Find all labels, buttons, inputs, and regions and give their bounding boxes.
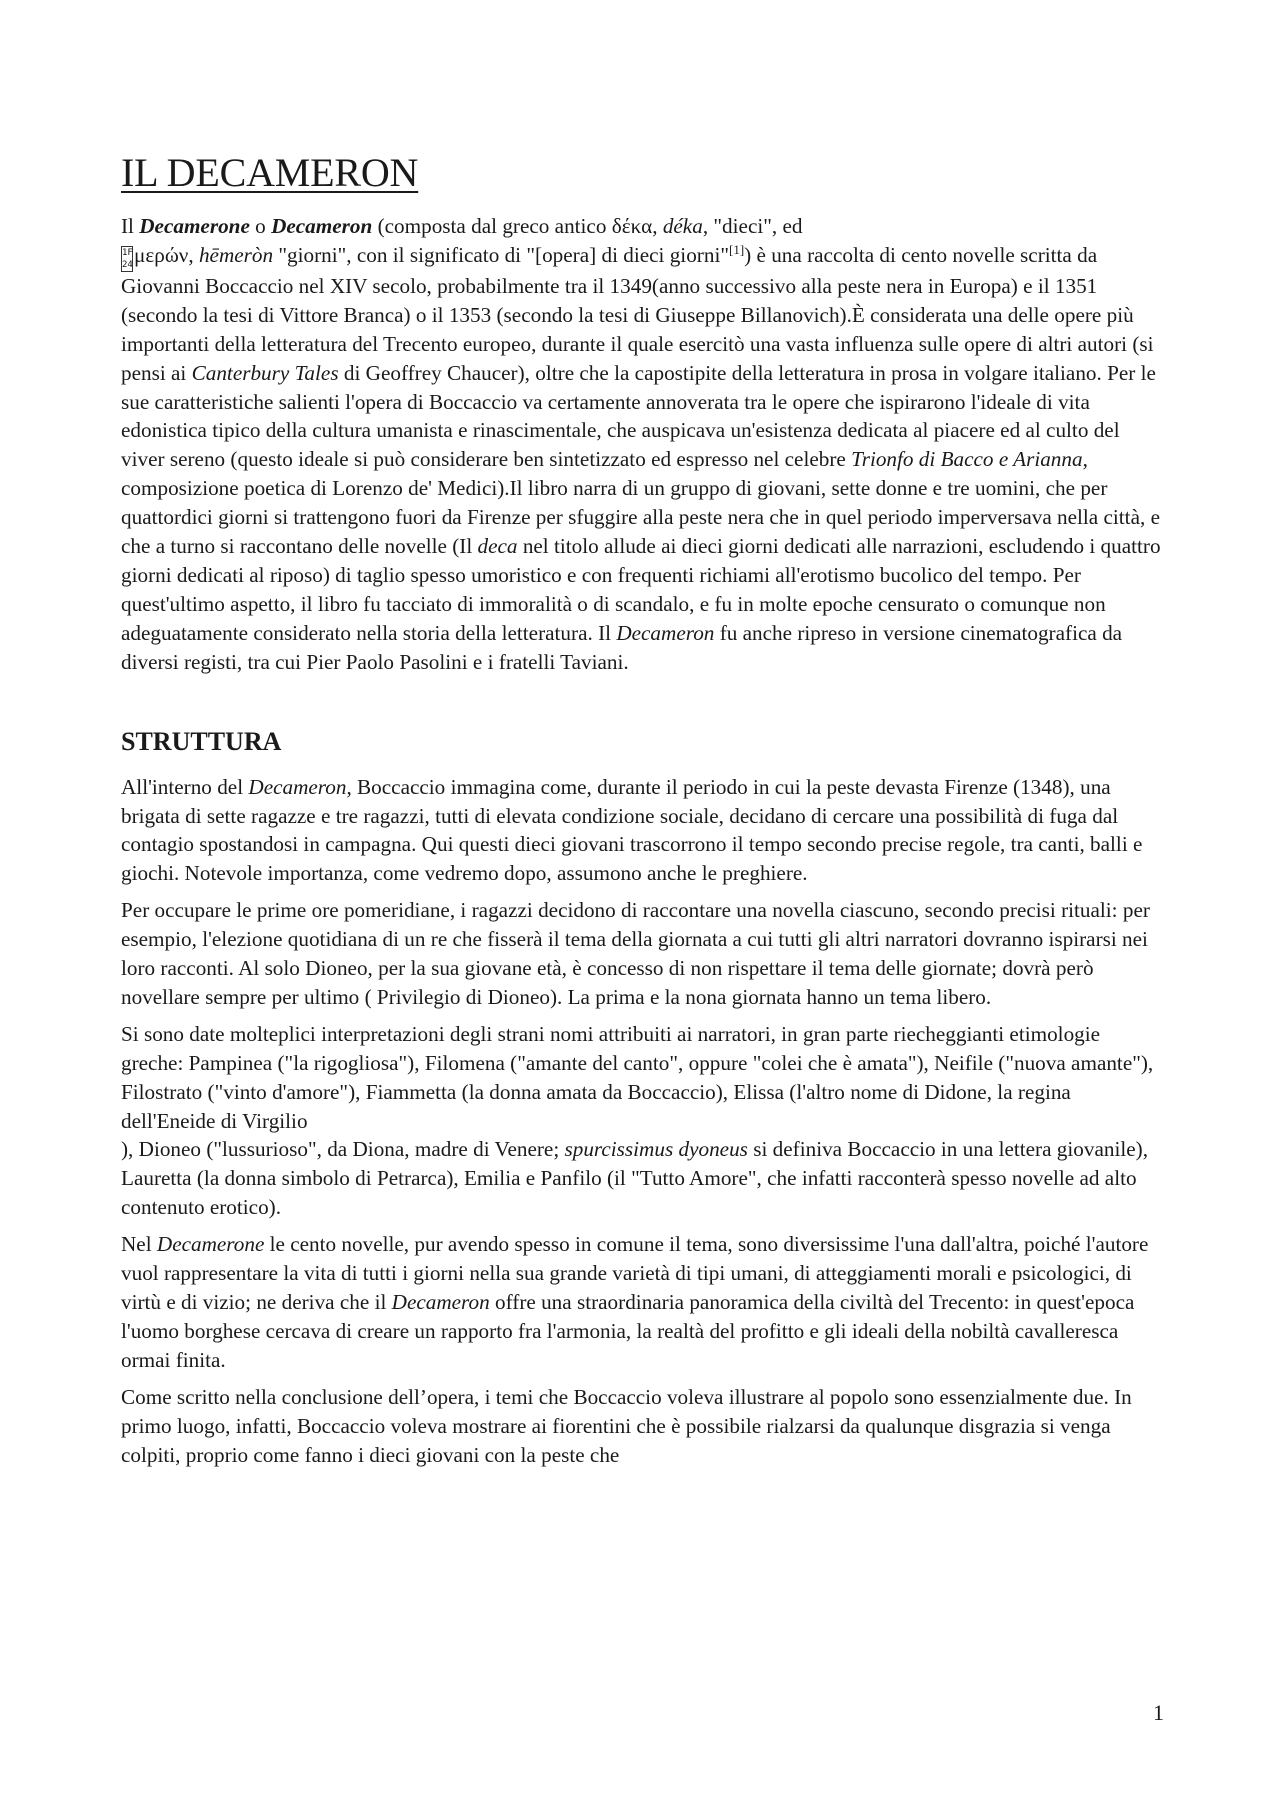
work-title: Decameron bbox=[616, 620, 715, 645]
footnote-reference[interactable]: [1] bbox=[728, 241, 745, 257]
intro-text: nel titolo allude ai dieci giorni dedicati alle narrazioni, escludendo i quattro giorni dedicati al riposo) di taglio spesso umoristico e con frequenti richiami all'erotismo bucolico del tempo. Per quest'ultimo aspetto, il libro fu tacciato di immoralità o di scandalo, e fu in molte epoche censurato o comunque non adeguatamente considerato nella storia della letteratura. Il bbox=[121, 534, 1161, 645]
structure-paragraph-1: All'interno del Decameron, Boccaccio immagina come, durante il periodo in cui la peste devasta Firenze (1348), una brigata di sette ragazze e tre ragazzi, tutti di elevata condizione sociale, decidano di cercare una possibilità di fuga dal contagio spostandosi in campagna. Qui questi dieci giovani trascorrono il tempo secondo precise regole, tra canti, balli e giochi. Notevole importanza, come vedremo dopo, assumono anche le preghiere. bbox=[121, 774, 1143, 886]
missing-glyph-icon: 1F 24 bbox=[122, 247, 133, 270]
work-title: Canterbury Tales bbox=[191, 360, 339, 385]
work-title: Decameron bbox=[248, 774, 347, 799]
intro-text: Il bbox=[121, 214, 140, 238]
intro-text: , bbox=[188, 242, 199, 267]
intro-paragraph bbox=[121, 212, 1161, 677]
intro-text: (composta dal greco antico bbox=[372, 214, 612, 238]
greek-term: δέκα bbox=[611, 214, 653, 238]
intro-text: o bbox=[249, 214, 272, 238]
work-title: Decamerone bbox=[156, 1232, 265, 1257]
intro-text: ) è una raccolta di cento novelle scritta da Giovanni Boccaccio nel XIV secolo, probabilmente tra il 1349(anno successivo alla peste nera in Europa) e il 1351 (secondo la tesi di Vittore Branca) o il 1353 (secondo la tesi di Giuseppe Billanovich).È considerata una delle opere più importanti della letteratura del Trecento europeo, durante il quale esercitò una vasta influenza sulle opere di altri autori (si pensi ai bbox=[121, 242, 1154, 385]
document-title: IL DECAMERON bbox=[121, 150, 419, 195]
intro-text: di Geoffrey Chaucer), oltre che la capostipite della letteratura in prosa in volgare italiano. Per le sue caratteristiche salienti l'opera di Boccaccio va certamente annoverata tra le opere che ispirarono l'ideale di vita edonistica tipico della cultura umanista e rinascimentale, che auspicava un'esistenza dedicata al piacere ed al culto del viver sereno (questo ideale si può considerare ben sintetizzato ed espresso nel celebre bbox=[121, 360, 1156, 472]
title-term: Decamerone bbox=[139, 214, 250, 238]
intro-text: fu anche ripreso in versione cinematografica da diversi registi, tra cui Pier Paolo Pasolini e i fratelli Taviani. bbox=[121, 620, 1123, 674]
transliteration: hēmeròn bbox=[198, 242, 274, 267]
page-number: 1 bbox=[1153, 1700, 1164, 1725]
intro-text: , "dieci", ed bbox=[702, 214, 803, 238]
structure-paragraph-2: Per occupare le prime ore pomeridiane, i ragazzi decidono di raccontare una novella ciascuno, secondo precisi rituali: per esempio, l'elezione quotidiana di un re che fisserà il tema della giornata a cui tutti gli altri narratori dovranno ispirarsi nei loro racconti. Al solo Dioneo, per la sua giovane età, è concesso di non rispettare il tema delle giornate; dovrà però novellare sempre per ultimo ( Privilegio di Dioneo). La prima e la nona giornata hanno un tema libero. bbox=[121, 898, 1150, 1009]
title-term: Decameron bbox=[271, 214, 373, 238]
document-page bbox=[121, 148, 1161, 1477]
intro-text: , bbox=[652, 214, 663, 238]
structure-paragraph-4: Nel Decamerone le cento novelle, pur avendo spesso in comune il tema, sono diversissime l'una dall'altra, poiché l'autore vuol rappresentare la vita di tutti i giorni nella sua grande varietà di tipi umani, di atteggiamenti morali e psicologici, di virtù e di vizio; ne deriva che il Decameron offre una straordinaria panoramica della civiltà del Trecento: in quest'epoca l'uomo borghese cercava di creare un rapporto fra l'armonia, la realtà del profitto e gli ideali della nobiltà cavalleresca ormai finita. bbox=[121, 1232, 1149, 1372]
greek-term: μερών bbox=[134, 242, 189, 267]
emphasis-term: deca bbox=[477, 534, 518, 559]
latin-phrase: spurcissimus dyoneus bbox=[564, 1137, 748, 1162]
structure-paragraph-5: Come scritto nella conclusione dell’opera, i temi che Boccaccio voleva illustrare al popolo sono essenzialmente due. In primo luogo, infatti, Boccaccio voleva mostrare ai fiorentini che è possibile rialzarsi da qualunque disgrazia si venga colpiti, proprio come fanno i dieci giovani con la peste che bbox=[121, 1384, 1132, 1467]
work-title: Trionfo di Bacco e Arianna bbox=[851, 447, 1083, 472]
work-title: Decameron bbox=[391, 1290, 490, 1314]
intro-text: "giorni", con il significato di "[opera] di dieci giorni" bbox=[273, 242, 729, 267]
section-heading: STRUTTURA bbox=[121, 726, 282, 756]
intro-text: , composizione poetica di Lorenzo de' Medici).Il libro narra di un gruppo di giovani, sette donne e tre uomini, che per quattordici giorni si trattengono fuori da Firenze per sfuggire alla peste nera che in quel periodo imperversava nella città, e che a turno si raccontano delle novelle (Il bbox=[121, 447, 1160, 559]
structure-paragraph-3: Si sono date molteplici interpretazioni degli strani nomi attribuiti ai narratori, in gran parte riecheggianti etimologie greche: Pampinea ("la rigogliosa"), Filomena ("amante del canto", oppure "colei che è amata"), Neifile ("nuova amante"), Filostrato ("vinto d'amore"), Fiammetta (la donna amata da Boccaccio), Elissa (l'altro nome di Didone, la regina dell'Eneide di Virgilio ), Dioneo ("lussurioso", da Diona, madre di Venere; spurcissimus dyoneus si definiva Boccaccio in una lettera giovanile), Lauretta (la donna simbolo di Petrarca), Emilia e Panfilo (il "Tutto Amore", che infatti racconterà spesso novelle ad alto contenuto erotico). bbox=[121, 1021, 1154, 1220]
transliteration: déka bbox=[662, 214, 703, 238]
